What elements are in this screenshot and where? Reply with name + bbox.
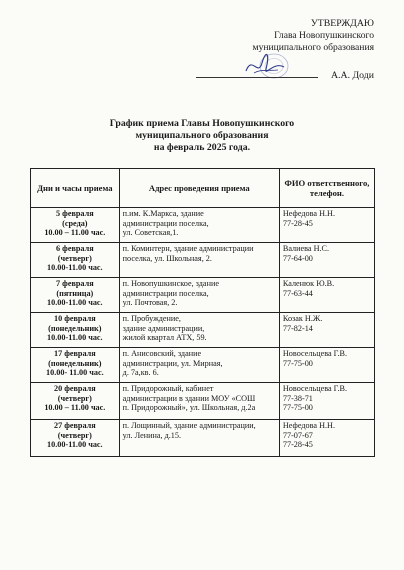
responsible-phone: 77-28-45 — [282, 440, 313, 450]
day-time: 10.00-11.00 час. — [47, 263, 103, 273]
title-line1: График приема Главы Новопушкинского — [109, 118, 295, 129]
approver-position-line1: Глава Новопушкинского — [274, 29, 374, 41]
responsible-phone: 77-07-67 — [282, 430, 313, 440]
table-row — [31, 313, 375, 348]
table-row — [31, 278, 375, 313]
day-weekday: (понедельник) — [48, 358, 102, 368]
approval-block — [174, 18, 374, 85]
day-cell — [31, 243, 120, 278]
responsible-name: Новосельцева Г.В. — [282, 384, 348, 393]
address-line: п. Анисовский, здание — [122, 349, 202, 358]
day-date: 27 февраля — [53, 421, 96, 430]
day-weekday: (среда) — [62, 218, 88, 228]
responsible-name: Нефедова Н.Н. — [282, 209, 335, 218]
responsible-name: Каленюк Ю.В. — [282, 279, 335, 288]
address-line: жилой квартал АТХ, 59. — [122, 333, 207, 343]
address-line: ул. Почтовая, 2. — [122, 298, 178, 308]
responsible-phone: 77-64-00 — [282, 253, 313, 263]
address-line: здание администрации, — [122, 323, 205, 333]
day-date: 10 февраля — [53, 314, 96, 323]
day-cell — [31, 208, 120, 243]
address-cell — [119, 313, 279, 348]
day-time: 10.00-11.00 час. — [47, 440, 103, 450]
day-weekday: (пятница) — [56, 288, 94, 298]
day-cell — [31, 383, 120, 420]
title-line3: на февраль 2025 года. — [153, 142, 251, 153]
day-date: 7 февраля — [56, 279, 94, 288]
day-weekday: (четверг) — [57, 430, 92, 440]
responsible-cell — [279, 208, 374, 243]
title-line2: муниципального образования — [135, 130, 269, 141]
table-row — [31, 383, 375, 420]
address-line: поселка, ул. Школьная, 2. — [122, 253, 212, 263]
responsible-phone: 77-75-00 — [282, 358, 313, 368]
day-weekday: (четверг) — [57, 253, 92, 263]
address-line: ул. Ленина, д.15. — [122, 430, 182, 440]
address-line: администрации поселка, — [122, 288, 209, 298]
responsible-name: Валиева Н.С. — [282, 244, 330, 253]
address-line: д. 7а,кв. 6. — [122, 368, 159, 378]
header-address: Адрес проведения приема — [119, 169, 279, 208]
address-line: п. Лощинный, здание администрации, — [122, 421, 256, 430]
address-cell — [119, 348, 279, 383]
header-responsible: ФИО ответственного, телефон. — [279, 169, 374, 208]
responsible-phone: 77-28-45 — [282, 218, 313, 228]
day-time: 10.00 – 11.00 час. — [44, 403, 106, 413]
day-cell — [31, 348, 120, 383]
address-cell — [119, 243, 279, 278]
day-weekday: (четверг) — [57, 393, 92, 403]
table-row — [31, 243, 375, 278]
responsible-name: Козак Н.Ж. — [282, 314, 323, 323]
approver-position-line2: муниципального образования — [252, 41, 374, 53]
day-time: 10.00-11.00 час. — [47, 333, 103, 343]
approve-word: УТВЕРЖДАЮ — [310, 18, 374, 29]
schedule-table — [30, 168, 375, 457]
responsible-cell — [279, 420, 374, 457]
address-line: п. Придорожный», ул. Школьная, д.2а — [122, 403, 256, 413]
responsible-phone: 77-63-44 — [282, 288, 313, 298]
day-weekday: (понедельник) — [48, 323, 102, 333]
responsible-cell — [279, 243, 374, 278]
address-line: п. Придорожный, кабинет — [122, 384, 214, 393]
address-cell — [119, 208, 279, 243]
responsible-name: Нефедова Н.Н. — [282, 421, 335, 430]
responsible-cell — [279, 348, 374, 383]
address-line: п. Пробуждение, — [122, 314, 181, 323]
day-date: 17 февраля — [53, 349, 96, 358]
day-date: 5 февраля — [56, 209, 94, 218]
address-line: п. Коминтерн, здание администрации — [122, 244, 254, 253]
day-cell — [31, 313, 120, 348]
day-cell — [31, 420, 120, 457]
day-time: 10.00- 11.00 час. — [46, 368, 104, 378]
responsible-cell — [279, 383, 374, 420]
address-line: ул. Советская,1. — [122, 228, 179, 238]
header-days: Дни и часы приема — [31, 169, 120, 208]
address-line: п. Новопушкинское, здание — [122, 279, 219, 288]
signature-line — [196, 77, 318, 78]
address-line: администрации, ул. Мирная, — [122, 358, 223, 368]
responsible-name: Новосельцева Г.В. — [282, 349, 348, 358]
day-date: 20 февраля — [53, 384, 96, 393]
responsible-phone: 77-38-71 — [282, 393, 313, 403]
signature-row — [174, 57, 374, 85]
responsible-cell — [279, 278, 374, 313]
day-date: 6 февраля — [56, 244, 94, 253]
day-time: 10.00-11.00 час. — [47, 298, 103, 308]
address-line: администрации в здании МОУ «СОШ — [122, 393, 256, 403]
day-cell — [31, 278, 120, 313]
address-cell — [119, 383, 279, 420]
responsible-phone: 77-75-00 — [282, 403, 313, 413]
document-title — [0, 118, 404, 154]
table-header-row — [31, 169, 375, 208]
day-time: 10.00 – 11.00 час. — [44, 228, 106, 238]
table-row — [31, 348, 375, 383]
address-cell — [119, 278, 279, 313]
address-cell — [119, 420, 279, 457]
address-line: администрации поселка, — [122, 218, 209, 228]
address-line: п.им. К.Маркса, здание — [122, 209, 204, 218]
table-row — [31, 208, 375, 243]
responsible-cell — [279, 313, 374, 348]
table-row — [31, 420, 375, 457]
responsible-phone: 77-82-14 — [282, 323, 313, 333]
signer-name: А.А. Доди — [330, 69, 374, 81]
